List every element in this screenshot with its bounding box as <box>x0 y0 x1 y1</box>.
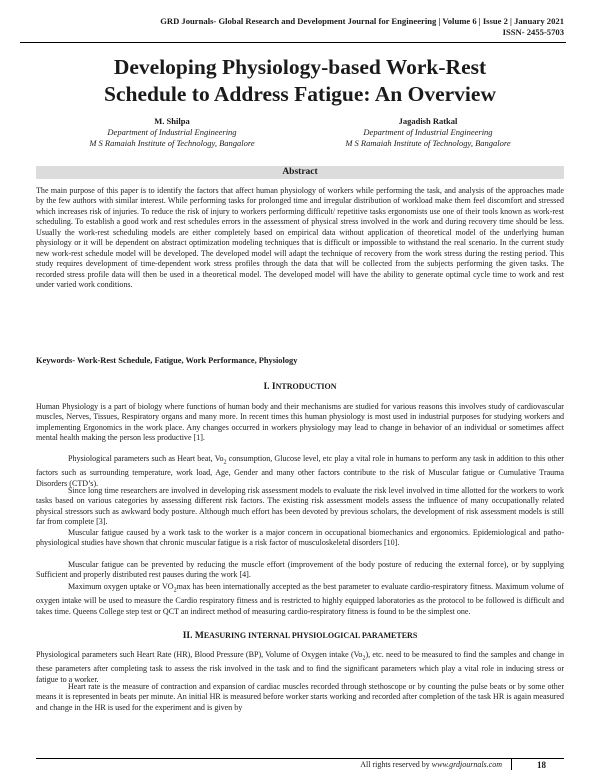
author-block-1 <box>42 116 302 149</box>
intro-paragraph-3: Since long time researchers are involved in developing risk assessment models to evaluate the risk level involved in time allotted for the workers to work tasks based on various categories by assessing different risk factors. The existing risk assessment models assess the influence of many occupationally related physical stressors such as awkward body posture. Although much effort has been devoted by previous scholars, the development of risk assessment models is still far from complete [3]. <box>36 486 564 527</box>
footer-website-link[interactable]: www.grdjournals.com <box>431 760 502 769</box>
paper-title <box>40 54 560 108</box>
section-title-initial: I <box>271 382 276 392</box>
author-department: Department of Industrial Engineering <box>107 127 237 137</box>
title-line-2: Schedule to Address Fatigue: An Overview <box>104 82 496 106</box>
measuring-paragraph-1: Physiological parameters such Heart Rate (HR), Blood Pressure (BP), Volume of Oxygen intake $(Vo_2)$, etc. need to be measured to find the samples and change in these parameters after completing task to assess the risk involved in the task and to find the significant parameters which play a vital role in inducing stress or fatigue to a worker. <box>36 650 564 684</box>
section-title-initial: M <box>194 631 204 641</box>
journal-info: GRD Journals- Global Research and Development Journal for Engineering | Volume 6 | Issue 2 | January 2021 <box>160 16 564 26</box>
section-title-rest: EASURING INTERNAL PHYSIOLOGICAL PARAMETERS <box>203 631 418 640</box>
intro-paragraph-1: Human Physiology is a part of biology where functions of human body and their mechanisms are studied for various reasons this involves study of cardiovascular muscles, Nerves, Tissues, Respiratory organs and many more. In recent times this human physiology is most used in industrial purposes for studying workers and implementing Ergonomics in the work place. Any changes occurred in workers physiology may lead to change in behavior of an individual or sometimes affect mental health making the person less productive [1]. <box>36 402 564 443</box>
title-line-1: Developing Physiology-based Work-Rest <box>113 55 487 79</box>
intro-paragraph-2: Physiological parameters such as Heart beat, $Vo_2$ consumption, Glucose level, etc play a vital role in humans to perform any task in addition to this other factors such as surrounding temperature, work load, Age, Gender and many other factors contribute to the risk of Muscular fatigue or Cumulative Trauma Disorders (CTD’s). <box>36 454 564 488</box>
section-heading-introduction <box>36 382 564 392</box>
page-number: 18 <box>537 760 546 770</box>
section-number: I. <box>263 382 270 392</box>
footer-divider <box>511 758 512 770</box>
section-heading-measuring <box>36 631 564 641</box>
footer-rule <box>36 758 564 759</box>
header-rule <box>20 42 566 43</box>
intro-paragraph-4: Muscular fatigue caused by a work task to the worker is a major concern in occupational biomechanics and ergonomics. Epidemiological and patho-physiological studies have shown that chronic muscular fatigue is a risk factor of musculoskeletal disorders [10]. <box>36 528 564 548</box>
author-block-2 <box>298 116 558 149</box>
abstract-text: The main purpose of this paper is to identify the factors that affect human physiology of workers while performing the task, and analysis of the approaches made by the few authors with similar interest. While performing tasks for prolonged time and irregular distribution of workload make them feel discomfort and stressed which increases risk of injuries. To reduce the risk of injury to workers performing difficult/ repetitive tasks ergonomists use one of their tools known as work-rest scheduling. To establish a good work and rest schedules errors in the assessment of physical stress involved in the work and during recovery time should be less. Usually the work-rest scheduling models are either completely based on empirical data without application of theoretical model of the underlying human physiology or it will be dependent on abstract optimization modeling techniques that is difficult or impossible to withstand the real scenario. In the current study new work-rest schedule model will be developed. The developed model will adapt the technique of recovery from the work stress during the resting period. This study requires development of time-dependent work stress profiles through the data that will be collected from the subjects performing the given tasks. The recorded stress profile data will then be used in a theoretical model. The developed model will have the ability to generate optimal cycle time to work and rest under varied work conditions. <box>36 186 564 290</box>
keywords: Keywords- Work-Rest Schedule, Fatigue, Work Performance, Physiology <box>36 356 298 365</box>
author-name: M. Shilpa <box>154 116 190 126</box>
section-title-rest: NTRODUCTION <box>275 382 337 391</box>
author-institute: M S Ramaiah Institute of Technology, Bangalore <box>89 138 255 148</box>
author-institute: M S Ramaiah Institute of Technology, Bangalore <box>345 138 511 148</box>
author-name: Jagadish Ratkal <box>398 116 458 126</box>
page-footer <box>36 758 564 770</box>
measuring-paragraph-2: Heart rate is the measure of contraction and expansion of cardiac muscles recorded through stethoscope or by counting the pulse beats or by some other means it is represented in beats per minute. An initial HR is measured before worker starts working and recorded after completion of the task HR is again measured and change in the HR is used for the experiment and is given by <box>36 682 564 712</box>
abstract-heading: Abstract <box>36 166 564 179</box>
section-number: II. <box>182 631 193 641</box>
author-department: Department of Industrial Engineering <box>363 127 493 137</box>
intro-paragraph-6: Maximum oxygen uptake or $VO_2\max$ has been internationally accepted as the best parameter to evaluate cardio-respiratory fitness. Maximum volume of oxygen intake will be used to measure the Cardio respiratory fitness and is restricted to highly equipped laboratories as the protocol to be followed is difficult and takes time. Queens College step test or QCT an indirect method of measuring cardio-respiratory fitness is found to be the simplest one. <box>36 582 564 616</box>
intro-paragraph-5: Muscular fatigue can be prevented by reducing the muscle effort (improvement of the body posture of reducing the external force), or by supplying Sufficient and properly distributed rest pauses during the work [4]. <box>36 560 564 580</box>
issn: ISSN- 2455-5703 <box>502 27 564 37</box>
running-header <box>160 16 564 38</box>
footer-rights: All rights reserved by www.grdjournals.com <box>360 760 502 769</box>
